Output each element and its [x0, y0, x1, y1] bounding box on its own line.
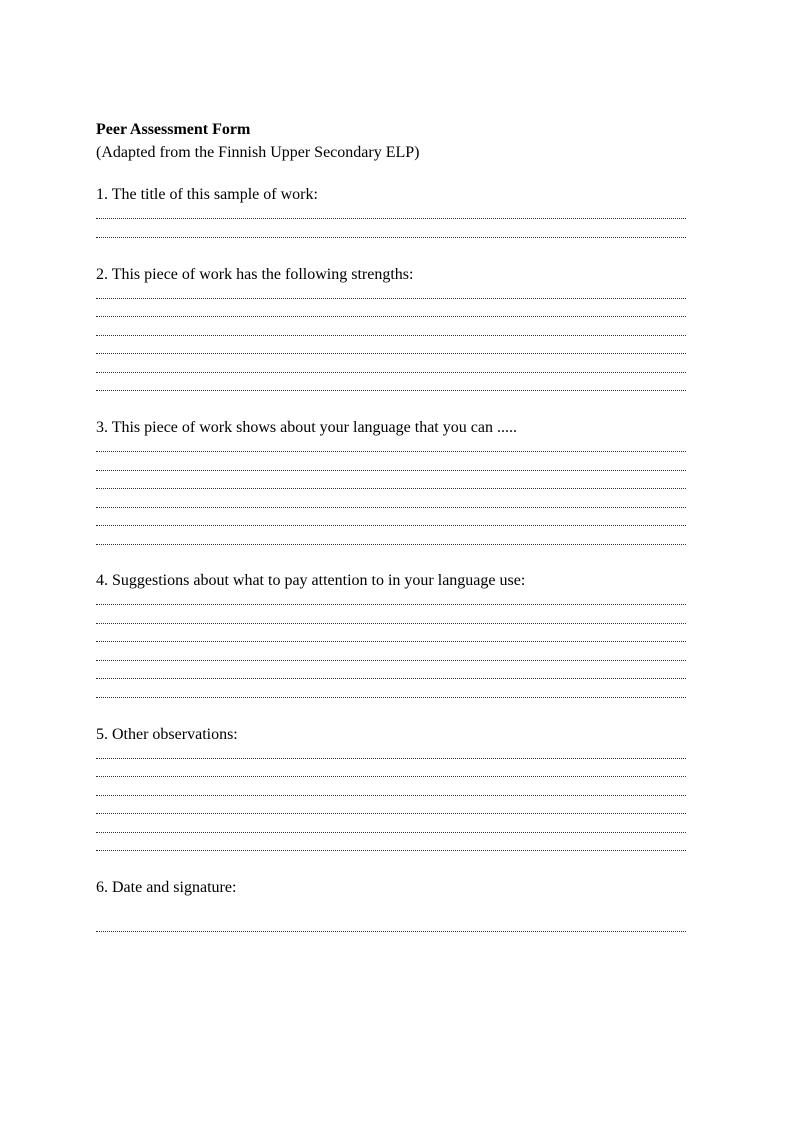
question-6-label: 6. Date and signature:	[96, 879, 237, 896]
form-title: Peer Assessment Form	[96, 121, 251, 138]
answer-line[interactable]	[96, 488, 686, 489]
answer-line[interactable]	[96, 353, 686, 354]
answer-line[interactable]	[96, 697, 686, 698]
answer-line[interactable]	[96, 507, 686, 508]
question-4-label: 4. Suggestions about what to pay attention to in your language use:	[96, 572, 526, 589]
answer-line[interactable]	[96, 604, 686, 605]
answer-line[interactable]	[96, 525, 686, 526]
question-1-label: 1. The title of this sample of work:	[96, 186, 318, 203]
answer-line[interactable]	[96, 335, 686, 336]
answer-line[interactable]	[96, 298, 686, 299]
answer-line[interactable]	[96, 372, 686, 373]
answer-line[interactable]	[96, 660, 686, 661]
answer-line[interactable]	[96, 850, 686, 851]
answer-line[interactable]	[96, 316, 686, 317]
answer-line[interactable]	[96, 390, 686, 391]
form-subtitle: (Adapted from the Finnish Upper Secondary ELP)	[96, 144, 420, 161]
answer-line[interactable]	[96, 776, 686, 777]
answer-line[interactable]	[96, 678, 686, 679]
question-3-label: 3. This piece of work shows about your language that you can .....	[96, 419, 517, 436]
answer-line[interactable]	[96, 813, 686, 814]
answer-line[interactable]	[96, 451, 686, 452]
signature-line[interactable]	[96, 931, 686, 932]
question-2-label: 2. This piece of work has the following strengths:	[96, 266, 414, 283]
answer-line[interactable]	[96, 470, 686, 471]
answer-line[interactable]	[96, 832, 686, 833]
answer-line[interactable]	[96, 237, 686, 238]
answer-line[interactable]	[96, 641, 686, 642]
answer-line[interactable]	[96, 218, 686, 219]
answer-line[interactable]	[96, 795, 686, 796]
answer-line[interactable]	[96, 623, 686, 624]
answer-line[interactable]	[96, 758, 686, 759]
question-5-label: 5. Other observations:	[96, 726, 238, 743]
answer-line[interactable]	[96, 544, 686, 545]
